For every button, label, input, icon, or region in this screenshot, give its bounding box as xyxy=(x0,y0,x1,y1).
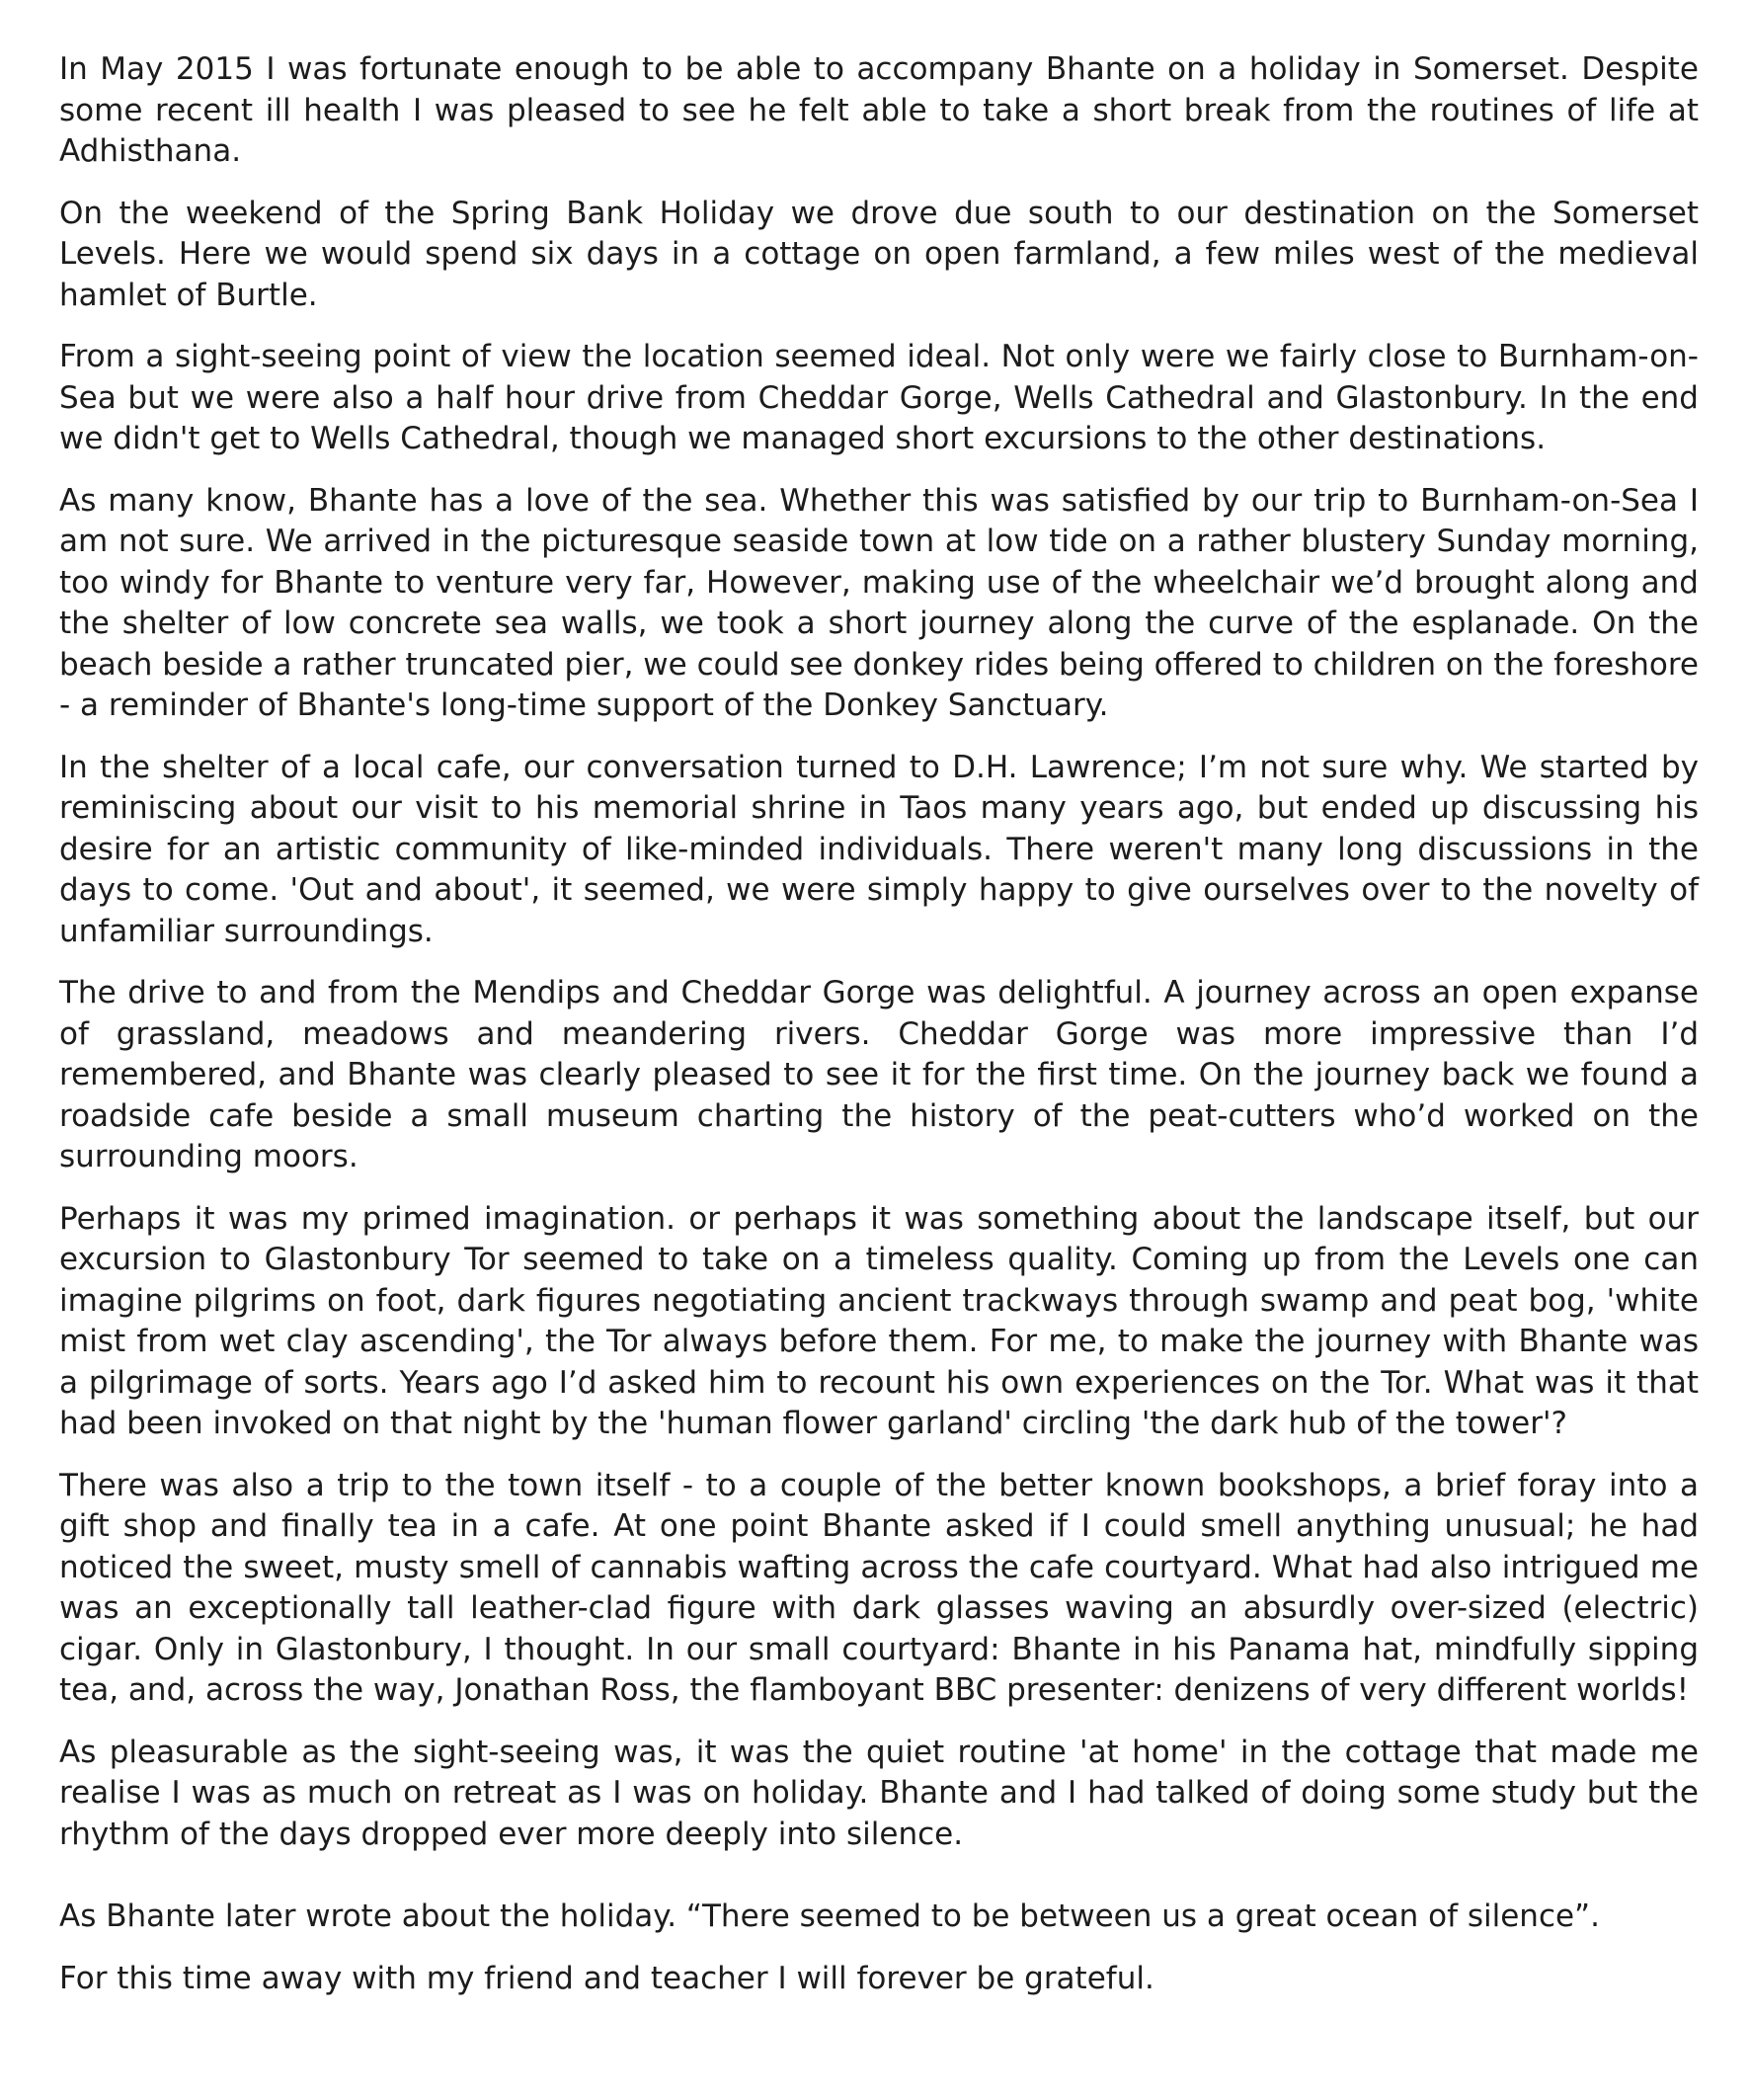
paragraph-lawrence: In the shelter of a local cafe, our conversation turned to D.H. Lawrence; I’m not sure why. We started by reminiscing about our visit to his memorial shrine in Taos many years ago, but ended up discussing his desire for an artistic community of like-minded individuals. There weren't many long discussions in the days to come. 'Out and about', it seemed, we were simply happy to give ourselves over to the novelty of unfamiliar surroundings. xyxy=(59,749,1699,949)
article-body xyxy=(59,49,1699,2020)
paragraph-closing: For this time away with my friend and teacher I will forever be grateful. xyxy=(59,1960,1154,1996)
paragraph-cheddar: The drive to and from the Mendips and Cheddar Gorge was delightful. A journey across an open expanse of grassland, meadows and meandering rivers. Cheddar Gorge was more impressive than I’d remembered, and Bhante was clearly pleased to see it for the first time. On the journey back we found a roadside cafe beside a small museum charting the history of the peat-cutters who’d worked on the surrounding moors. xyxy=(59,975,1699,1174)
paragraph-glastonbury-town: There was also a trip to the town itself - to a couple of the better known bookshops, a brief foray into a gift shop and finally tea in a cafe. At one point Bhante asked if I could smell anything unusual; he had noticed the sweet, musty smell of cannabis wafting across the cafe courtyard. What had also intrigued me was an exceptionally tall leather-clad figure with dark glasses waving an absurdly over-sized (electric) cigar. Only in Glastonbury, I thought. In our small courtyard: Bhante in his Panama hat, mindfully sipping tea, and, across the way, Jonathan Ross, the flamboyant BBC presenter: denizens of very different worlds! xyxy=(59,1467,1699,1708)
paragraph-retreat: As pleasurable as the sight-seeing was, it was the quiet routine 'at home' in the cottage that made me realise I was as much on retreat as I was on holiday. Bhante and I had talked of doing some study but the rhythm of the days dropped ever more deeply into silence. xyxy=(59,1734,1699,1852)
paragraph-location: From a sight-seeing point of view the location seemed ideal. Not only were we fairly close to Burnham-on-Sea but we were also a half hour drive from Cheddar Gorge, Wells Cathedral and Glastonbury. In the end we didn't get to Wells Cathedral, though we managed short excursions to the other destinations. xyxy=(59,339,1699,456)
paragraph-intro: In May 2015 I was fortunate enough to be able to accompany Bhante on a holiday in Somerset. Despite some recent ill health I was pleased to see he felt able to take a short break from the routines of life at Adhisthana. xyxy=(59,51,1699,169)
paragraph-glastonbury-tor: Perhaps it was my primed imagination. or perhaps it was something about the landscape itself, but our excursion to Glastonbury Tor seemed to take on a timeless quality. Coming up from the Levels one can imagine pilgrims on foot, dark figures negotiating ancient trackways through swamp and peat bog, 'white mist from wet clay ascending', the Tor always before them. For me, to make the journey with Bhante was a pilgrimage of sorts. Years ago I’d asked him to recount his own experiences on the Tor. What was it that had been invoked on that night by the 'human flower garland' circling 'the dark hub of the tower'? xyxy=(59,1200,1699,1441)
paragraph-quote: As Bhante later wrote about the holiday. “There seemed to be between us a great ocean of silence”. xyxy=(59,1898,1600,1934)
paragraph-burnham: As many know, Bhante has a love of the sea. Whether this was satisfied by our trip to Burnham-on-Sea I am not sure. We arrived in the picturesque seaside town at low tide on a rather blustery Sunday morning, too windy for Bhante to venture very far, However, making use of the wheelchair we’d brought along and the shelter of low concrete sea walls, we took a short journey along the curve of the esplanade. On the beach beside a rather truncated pier, we could see donkey rides being offered to children on the foreshore - a reminder of Bhante's long-time support of the Donkey Sanctuary. xyxy=(59,482,1699,723)
paragraph-destination: On the weekend of the Spring Bank Holiday we drove due south to our destination on the Somerset Levels. Here we would spend six days in a cottage on open farmland, a few miles west of the medieval hamlet of Burtle. xyxy=(59,195,1699,313)
